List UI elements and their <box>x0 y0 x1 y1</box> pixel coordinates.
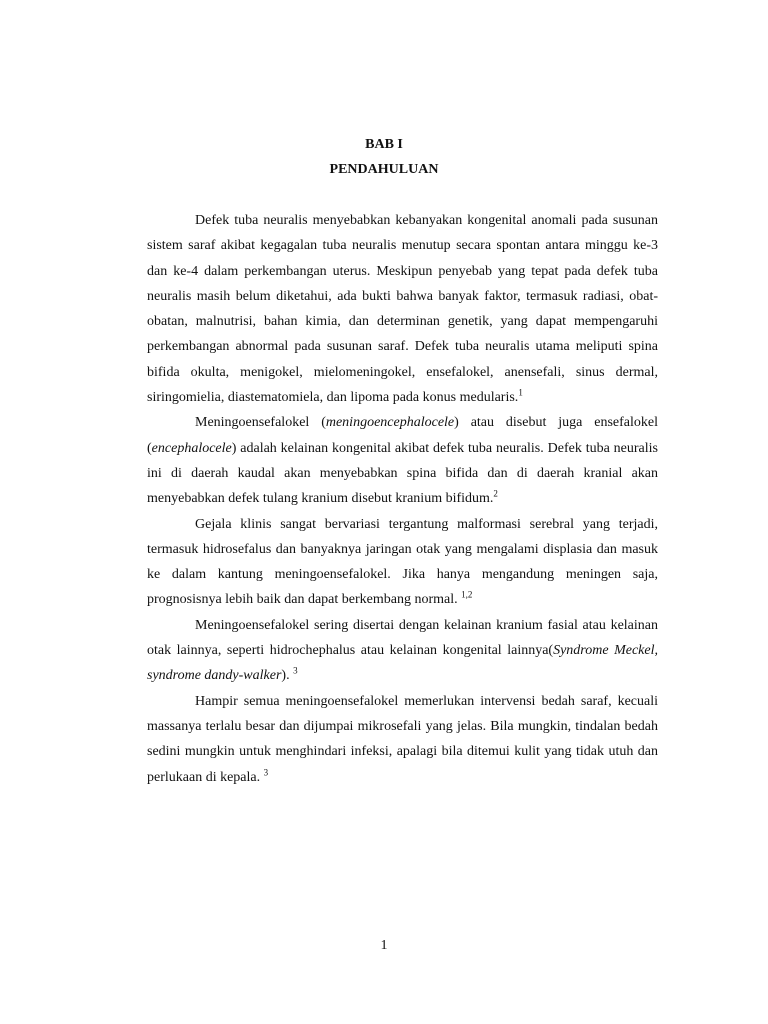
body-text <box>147 208 658 790</box>
reference-marker: 3 <box>263 766 269 777</box>
italic-term: meningoencephalocele <box>325 415 455 431</box>
paragraph-4 <box>147 613 658 689</box>
chapter-title: PENDAHULUAN <box>329 162 439 177</box>
paragraph-text: Hampir semua meningoensefalokel memerlukan intervensi bedah saraf, kecuali massanya terlalu besar dan dijumpai mikrosefali yang jelas. Bila mungkin, tindalan bedah sedini mungkin untuk menghindari infeksi, apalagi bila ditemui kulit yang tidak utuh dan perlukaan di kepala. <box>147 693 658 785</box>
chapter-label: BAB I <box>365 137 403 152</box>
paragraph-3 <box>147 512 658 613</box>
paragraph-2 <box>147 410 658 511</box>
paragraph-5 <box>147 689 658 790</box>
italic-term: Syndrome Meckel, syndrome dandy-walker <box>147 643 658 684</box>
page-number: 1 <box>380 938 388 953</box>
paragraph-text: Defek tuba neuralis menyebabkan kebanyakan kongenital anomali pada susunan sistem saraf akibat kegagalan tuba neuralis menutup secara spontan antara minggu ke-3 dan ke-4 dalam perkembangan uterus. Meskipun penyebab yang tepat pada defek tuba neuralis masih belum diketahui, ada bukti bahwa banyak faktor, termasuk radiasi, obat-obatan, malnutrisi, bahan kimia, dan determinan genetik, yang dapat mempengaruhi perkembangan abnormal pada susunan saraf. Defek tuba neuralis utama meliputi spina bifida okulta, menigokel, mielomeningokel, ensefalokel, anensefali, sinus dermal, siringomielia, diastematomiela, dan lipoma pada konus medularis. <box>147 213 658 406</box>
paragraph-text: Meningoensefalokel sering disertai dengan kelainan kranium fasial atau kelainan otak lainnya, seperti hidrochephalus atau kelainan kongenital lainnya( <box>147 617 658 659</box>
paragraph-1 <box>147 208 658 410</box>
reference-marker: 3 <box>293 665 298 676</box>
paragraph-text: Gejala klinis sangat bervariasi tergantung malformasi serebral yang terjadi, termasuk hidrosefalus dan banyaknya jaringan otak yang mengalami displasia dan masuk ke dalam kantung meningoensefalokel. Jika hanya mengandung meningen saja, prognosisnya lebih baik dan dapat berkembang normal. <box>147 516 658 608</box>
reference-marker: 1,2 <box>461 589 473 600</box>
paragraph-text: ). <box>281 668 294 684</box>
italic-term: encephalocele <box>151 440 232 456</box>
reference-marker: 1 <box>518 387 523 398</box>
paragraph-text: ) adalah kelainan kongenital akibat defek tuba neuralis. Defek tuba neuralis ini di daerah kaudal akan menyebabkan spina bifida dan di daerah kranial akan menyebabkan defek tulang kranium disebut kranium bifidum. <box>147 440 658 507</box>
paragraph-text: Meningoensefalokel ( <box>195 415 326 431</box>
paragraph-text: ) atau disebut juga ensefalokel ( <box>147 415 658 456</box>
reference-marker: 2 <box>493 488 498 499</box>
